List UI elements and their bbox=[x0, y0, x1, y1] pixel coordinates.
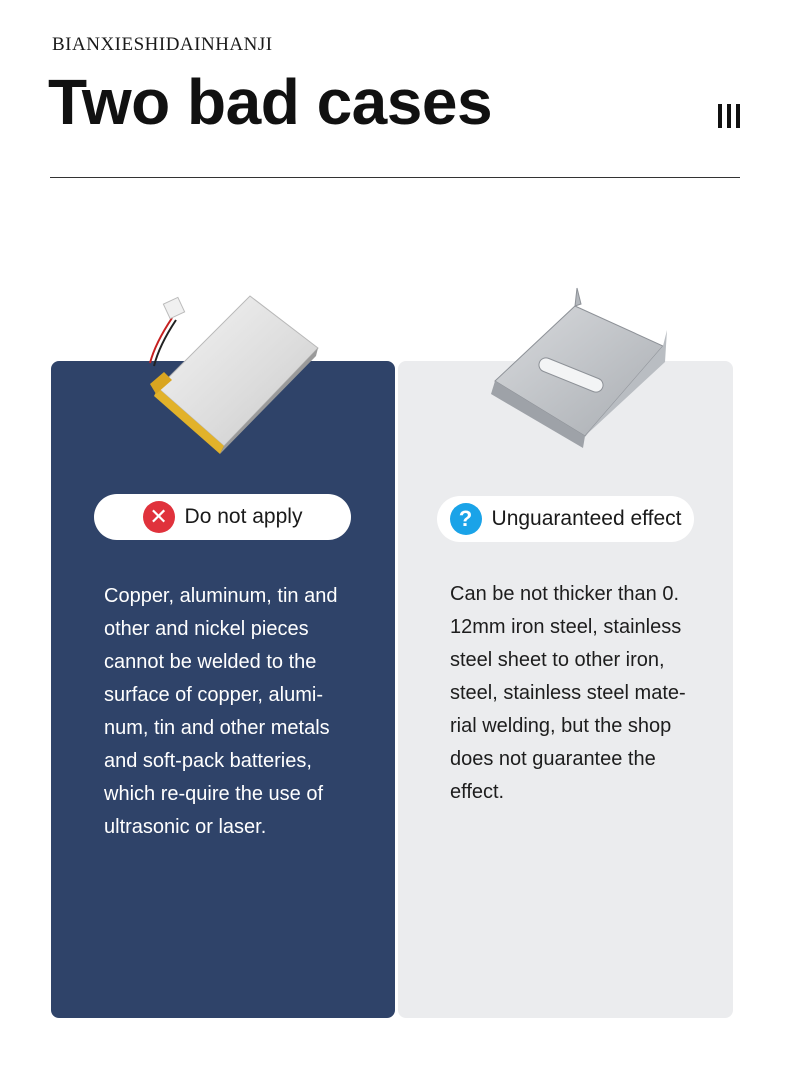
description-line: steel, stainless steel mate- bbox=[450, 682, 686, 704]
do-not-apply-badge bbox=[94, 494, 351, 540]
description-line: surface of copper, alumi- bbox=[104, 684, 323, 706]
unguaranteed-badge bbox=[437, 496, 694, 542]
description-line: Can be not thicker than 0. bbox=[450, 583, 680, 605]
do-not-apply-description bbox=[104, 580, 364, 844]
description-line: rial welding, but the shop bbox=[450, 715, 672, 737]
metal-bracket-image bbox=[485, 286, 675, 461]
description-line: which re-quire the use of bbox=[104, 783, 324, 805]
description-line: Copper, aluminum, tin and bbox=[104, 585, 338, 607]
battery-pack-image bbox=[140, 288, 330, 458]
description-line: num, tin and other metals bbox=[104, 717, 330, 739]
do-not-apply-label: Do not apply bbox=[184, 505, 303, 528]
brand-name: BIANXIESHIDAINHANJI bbox=[52, 34, 273, 55]
close-circle-icon: ✕ bbox=[143, 501, 175, 533]
description-line: cannot be welded to the bbox=[104, 651, 317, 673]
description-line: steel sheet to other iron, bbox=[450, 649, 665, 671]
description-line: effect. bbox=[450, 781, 505, 803]
unguaranteed-description bbox=[450, 578, 700, 809]
question-circle-icon: ? bbox=[450, 503, 482, 535]
unguaranteed-label: Unguaranteed effect bbox=[491, 507, 682, 530]
description-line: 12mm iron steel, stainless bbox=[450, 616, 682, 638]
section-numeral bbox=[718, 104, 740, 128]
description-line: and soft-pack batteries, bbox=[104, 750, 312, 772]
description-line: ultrasonic or laser. bbox=[104, 816, 267, 838]
page-title: Two bad cases bbox=[48, 66, 493, 138]
description-line: does not guarantee the bbox=[450, 748, 656, 770]
header-divider bbox=[50, 177, 740, 178]
description-line: other and nickel pieces bbox=[104, 618, 309, 640]
